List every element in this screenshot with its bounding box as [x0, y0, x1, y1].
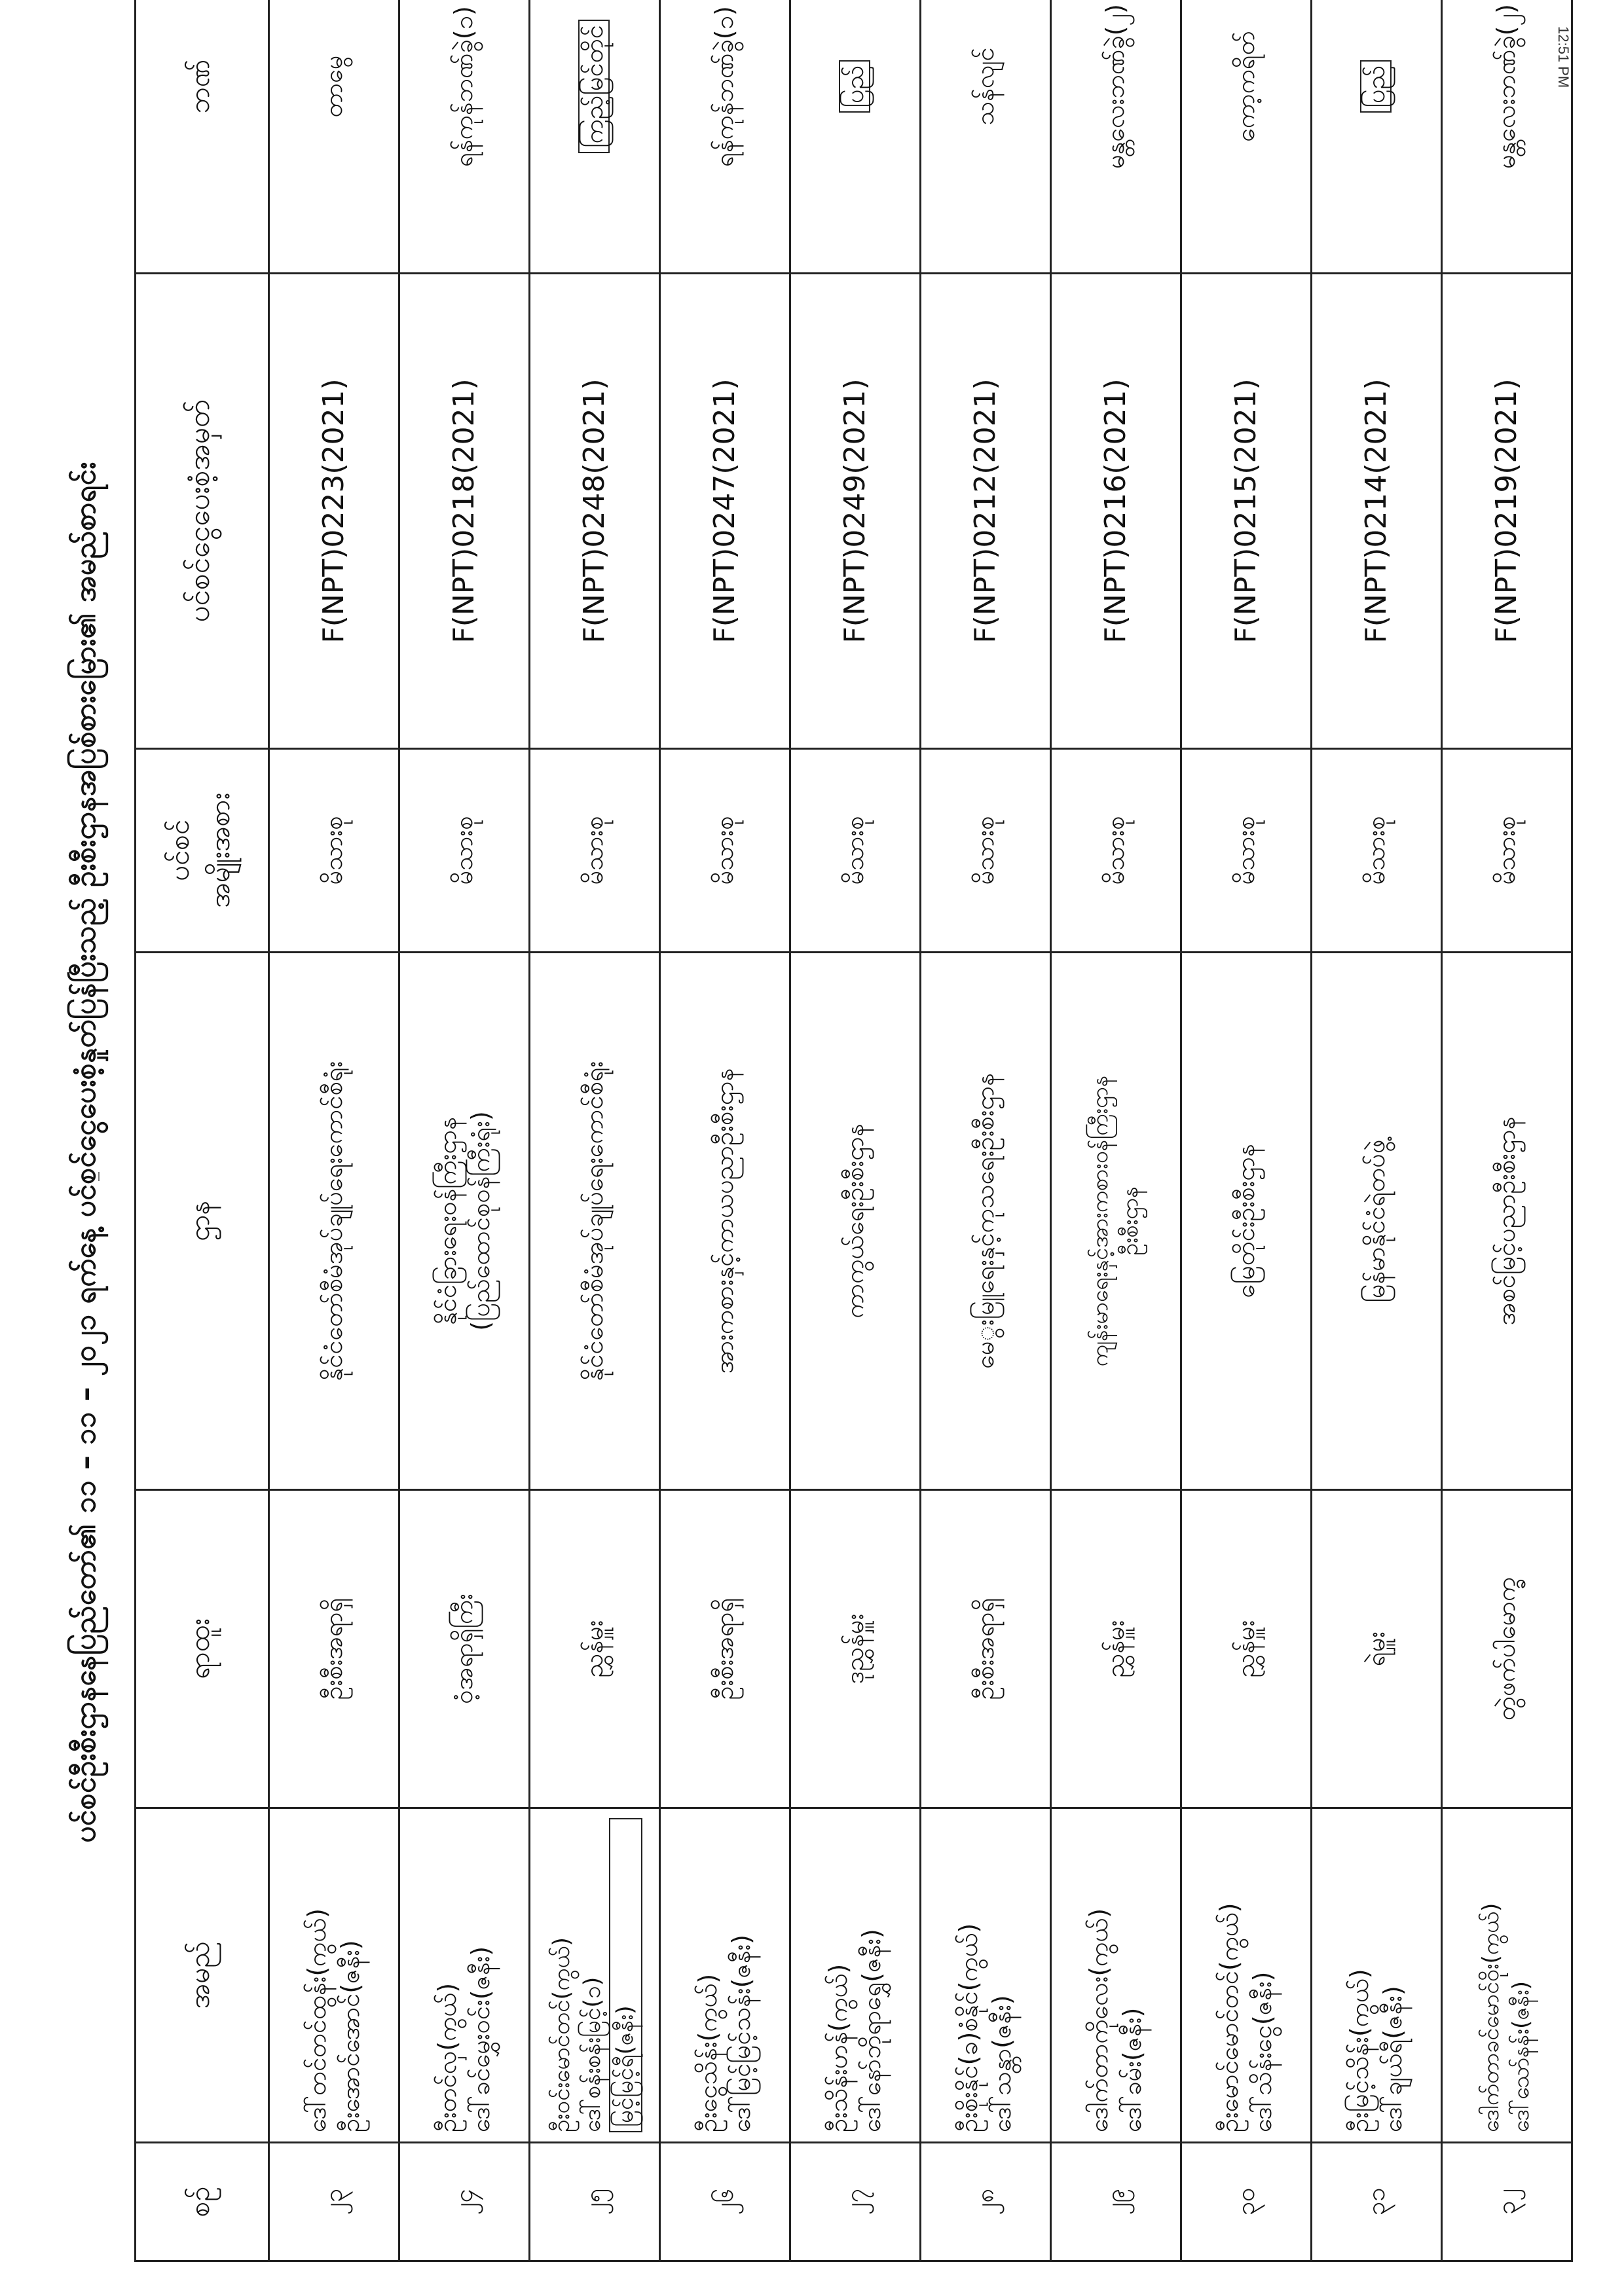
- row-bank: ရန်ကုန်ဘဏ်ခွဲ(၁): [660, 0, 790, 274]
- row-position: တွဲဖက်ပါမောက္ခ: [1442, 1490, 1572, 1808]
- row-name: [530, 1808, 660, 2143]
- row-position: ဦးစီးအရာရှိ: [660, 1490, 790, 1808]
- row-no: ၃၂: [1442, 2143, 1572, 2261]
- row-position: ဦးစီးအရာရှိ: [921, 1490, 1051, 1808]
- row-bank: [530, 0, 660, 274]
- row-department: မြန်မာနိုင်ငံရဲတပ်ဖွဲ့: [1312, 953, 1442, 1490]
- row-position: ညွှန်မှူး: [530, 1490, 660, 1808]
- row-license: F(NPT)0216(2021): [1051, 274, 1181, 749]
- row-name: [269, 1808, 399, 2143]
- rotated-page: [52, 4, 1559, 2262]
- row-license: F(NPT)0212(2021): [921, 274, 1051, 749]
- name-spouse: ဒေါ်နော်ဘိုရာရွှေ(ဇနီး): [857, 1929, 886, 2132]
- row-name: [1312, 1808, 1442, 2143]
- row-license: F(NPT)0219(2021): [1442, 274, 1572, 749]
- row-no: ၃၁: [1312, 2143, 1442, 2261]
- row-no: ၃၀: [1181, 2143, 1312, 2261]
- header-license: ပင်စင်ငွေပေးစံ့အမှတ်: [136, 274, 269, 749]
- name-deceased: ဒေါ်တင်တင်ထွန်း(ကွယ်): [302, 1908, 331, 2132]
- row-position: ညွှန်မှူး: [1181, 1490, 1312, 1808]
- pension-register-table: [134, 0, 1573, 2262]
- name-spouse: ဒေါ်ခမ်း(ဇနီး): [1118, 2007, 1147, 2132]
- row-pension-type: မိသားစု: [660, 749, 790, 953]
- row-department: အစင်မြင့်ပညာဦးစီးဌာန: [1442, 953, 1572, 1490]
- row-no: ၂၇: [790, 2143, 921, 2261]
- row-no: ၂၄: [399, 2143, 530, 2261]
- name-spouse: ဒေါ်စန်းစန်းမြင့်(၁): [580, 1977, 606, 2132]
- row-department: မြေတိုင်းဦးစီးဌာန: [1181, 953, 1312, 1490]
- row-no: ၂၅: [530, 2143, 660, 2261]
- row-no: ၂၉: [1051, 2143, 1181, 2261]
- name-spouse: ဒေါ်ခင်မွှေးဝင်း(ဇနီး): [466, 1946, 495, 2132]
- row-department: မေွးမြူရေးနှင့်ကုသရေးဦးစီးဌာန: [921, 953, 1051, 1490]
- scan-timestamp: 12:51 PM: [1555, 26, 1572, 88]
- header-pension-type: ပင်စင် အမျိုးအစား: [136, 749, 269, 953]
- table-row: [399, 0, 530, 2261]
- table-row: [660, 0, 790, 2261]
- row-no: ၂၆: [660, 2143, 790, 2261]
- row-bank: တာမွေ: [269, 0, 399, 274]
- row-pension-type: မိသားစု: [921, 749, 1051, 953]
- name-deceased: ဦးသိန်းဟန်(ကွယ်): [823, 1963, 853, 2132]
- row-bank: မန္တလေးဘဏ်ခွဲ(၂): [1442, 0, 1572, 274]
- row-license: F(NPT)0248(2021): [530, 274, 660, 749]
- row-license: F(NPT)0223(2021): [269, 274, 399, 749]
- name-deceased: ဦးမောင်မောင်တင်(ကွယ်): [1214, 1903, 1244, 2132]
- name-spouse: ဒေါ်သော်နန်း(ဇနီး): [1508, 1981, 1534, 2132]
- name-deceased: ဦးဝင်းမောင်တင်(ကွယ်): [549, 1937, 576, 2132]
- name-deceased: ဦးစိုးနိုင်(ခ)စံနိုင်(ကွယ်): [953, 1923, 983, 2132]
- name-spouse: ဒေါ်ချယ်ရီ(ဇနီး): [1378, 1986, 1407, 2132]
- row-department: ကာကွယ်ရေးဦးစီးဌာန: [790, 953, 921, 1490]
- name-deceased: ဦးတင်လှ(ကွယ်): [432, 1982, 462, 2132]
- header-bank: ဘဏ်: [136, 0, 269, 274]
- bank-boxed: ကြည့်မြင်တိုင်: [578, 20, 610, 153]
- name-spouse-cont: မြင့်မြင့်ရီ(ဇနီး): [609, 1818, 642, 2132]
- row-department: အားကစားနှင့်ကာယပညာဦးစီးဌာန: [660, 953, 790, 1490]
- row-license: F(NPT)0249(2021): [790, 274, 921, 749]
- header-name: အမည်: [136, 1808, 269, 2143]
- table-row: [790, 0, 921, 2261]
- table-row: [921, 0, 1051, 2261]
- row-department: နိုင်ငံတော်စီမံအုပ်ချုပ်ရေးကောင်စီရုံး: [530, 953, 660, 1490]
- row-pension-type: မိသားစု: [790, 749, 921, 953]
- row-position: ဦးစီးအရာရှိ: [269, 1490, 399, 1808]
- row-pension-type: မိသားစု: [530, 749, 660, 953]
- row-pension-type: မိသားစု: [1442, 749, 1572, 953]
- header-department: ဌာန: [136, 953, 269, 1490]
- name-deceased: ဦးမြင့်သိန်း(ကွယ်): [1344, 1969, 1374, 2132]
- name-spouse: ဒေါ်မြင့်မြင့်သန်း(ဇနီး): [727, 1934, 756, 2132]
- row-pension-type: မိသားစု: [269, 749, 399, 953]
- row-bank: မန္တလေးဘဏ်ခွဲ(၂): [1051, 0, 1181, 274]
- row-name: [921, 1808, 1051, 2143]
- table-row: [1051, 0, 1181, 2261]
- row-department: နိုင်ငံခြားရေးဝန်ကြီးဌာန (ပြည်ထောင်စုဝန်ကြီးရုံး): [399, 953, 530, 1490]
- row-license: F(NPT)0218(2021): [399, 274, 530, 749]
- row-bank: [790, 0, 921, 274]
- row-no: ၂၈: [921, 2143, 1051, 2261]
- row-name: [790, 1808, 921, 2143]
- row-bank: သန်လျင်: [921, 0, 1051, 274]
- header-row: [136, 0, 269, 2261]
- row-bank: [1312, 0, 1442, 274]
- row-name: [399, 1808, 530, 2143]
- name-deceased: ဒေါက်တာခင်မောင်ဝိုး(ကွယ်): [1478, 1903, 1505, 2132]
- table-row: [1442, 0, 1572, 2261]
- row-position: ညွှန်မှူး: [1051, 1490, 1181, 1808]
- row-bank: ကော့ကရိတ်: [1181, 0, 1312, 274]
- header-no: စဉ်: [136, 2143, 269, 2261]
- row-pension-type: မိသားစု: [1051, 749, 1181, 953]
- row-pension-type: မိသားစု: [1181, 749, 1312, 953]
- document-title: ပင်စင်ဦးစီးဌာနနေပြည်တော်၏ ၁၁ – ၁၁ – ၂၀၂၁ ရက်နေ့ ပင်စင်ငွေပေးစံ့နှုတ်ပြန်ပြီးသည့် ဦးစီးဌာနအပြစ်စားမြေား၏ အမည်စာရင်း: [69, 462, 102, 1843]
- row-position: ဝံ့အရာရှိကြီး: [399, 1490, 530, 1808]
- row-license: F(NPT)0247(2021): [660, 274, 790, 749]
- bank-boxed: ပြည်: [1360, 60, 1392, 113]
- row-bank: ရန်ကုန်ဘဏ်ခွဲ(၁): [399, 0, 530, 274]
- row-department: နိုင်ငံတော်စီမံအုပ်ချုပ်ရေးကောင်စီရုံး: [269, 953, 399, 1490]
- row-pension-type: မိသားစု: [399, 749, 530, 953]
- row-name: [1051, 1808, 1181, 2143]
- row-name: [1442, 1808, 1572, 2143]
- name-deceased: ဦးငွေသိန်း(ကွယ်): [693, 1973, 722, 2132]
- table-row: [1181, 0, 1312, 2261]
- bank-boxed: ပြည်: [839, 60, 870, 113]
- name-spouse: ဒေါ်သန္တာ(ဇနီး): [987, 1995, 1016, 2132]
- table-row: [1312, 0, 1442, 2261]
- header-position: ရာထူး: [136, 1490, 269, 1808]
- name-spouse: ဒေါ်သိန်းငွေ(ဇနီး): [1248, 1971, 1277, 2132]
- row-position: ရဲမှူး: [1312, 1490, 1442, 1808]
- table-row: [269, 0, 399, 2261]
- name-deceased: ဒေါက်တာကိုလေး(ကွယ်): [1084, 1908, 1113, 2132]
- row-license: F(NPT)0215(2021): [1181, 274, 1312, 749]
- scan-mark: [98, 1172, 103, 1181]
- row-pension-type: မိသားစု: [1312, 749, 1442, 953]
- row-position: ဒုညွှန်မှူး: [790, 1490, 921, 1808]
- row-no: ၂၃: [269, 2143, 399, 2261]
- row-license: F(NPT)0214(2021): [1312, 274, 1442, 749]
- row-department: ကျန်းမာရေးနှင့်အားကစားဝန်ကြီးဌာန ဦးစီးဌာန: [1051, 953, 1181, 1490]
- row-name: [660, 1808, 790, 2143]
- table-body: [269, 0, 1572, 2261]
- table-row: [530, 0, 660, 2261]
- name-spouse: ဦးအောင်အောင်(ဇနီး): [336, 1940, 365, 2132]
- row-name: [1181, 1808, 1312, 2143]
